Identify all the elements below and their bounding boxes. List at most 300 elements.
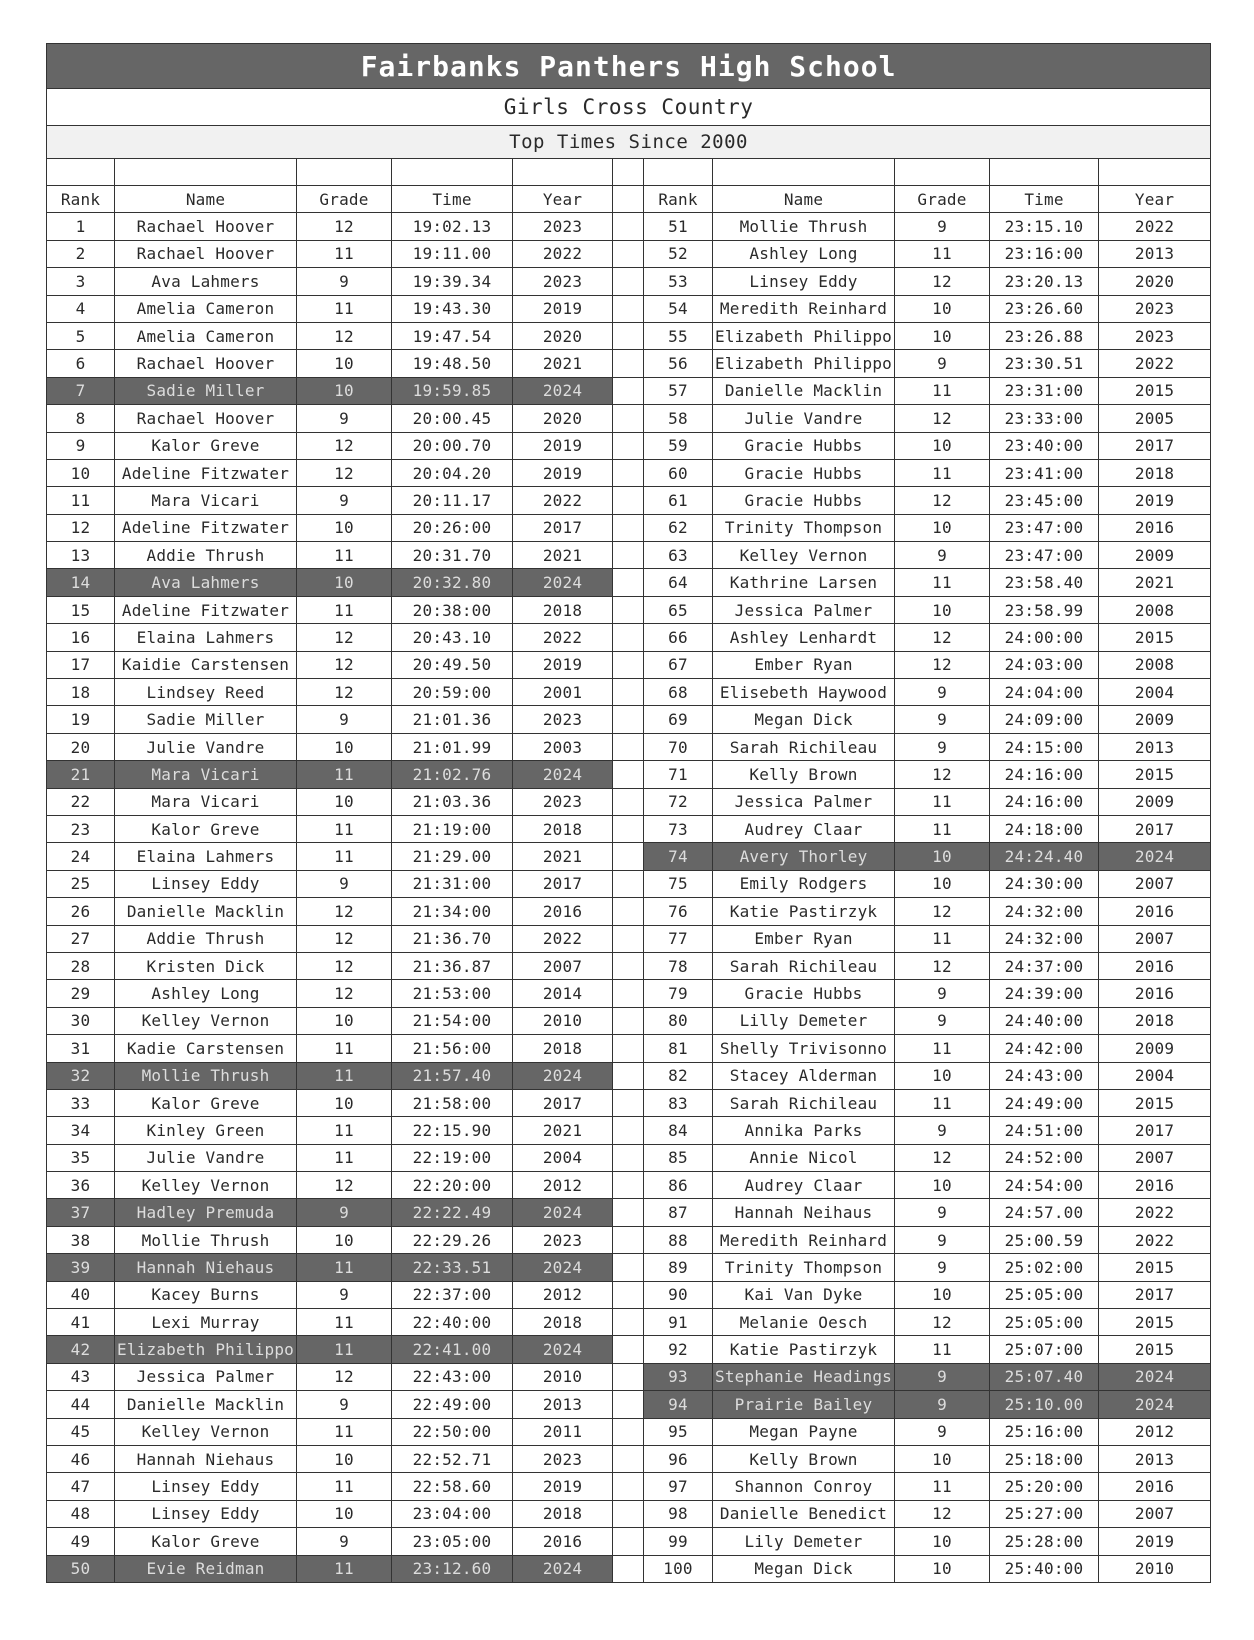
cell-rank: 75 [644, 870, 713, 897]
cell-year: 2020 [513, 405, 613, 432]
column-gap [613, 1391, 644, 1418]
cell-rank: 4 [47, 295, 115, 322]
column-gap [613, 1473, 644, 1500]
cell-rank: 68 [644, 679, 713, 706]
table-row [47, 1309, 1211, 1336]
cell-name: Lexi Murray [115, 1309, 297, 1336]
cell-time: 20:31.70 [392, 542, 513, 569]
column-gap [613, 377, 644, 404]
column-gap [613, 1117, 644, 1144]
cell-time: 22:49:00 [392, 1391, 513, 1418]
cell-grade: 12 [895, 1500, 990, 1527]
cell-rank: 44 [47, 1391, 115, 1418]
cell-year: 2021 [1099, 569, 1211, 596]
cell-year: 2016 [1099, 980, 1211, 1007]
table-row [47, 1254, 1211, 1281]
cell-name: Danielle Benedict [713, 1500, 895, 1527]
cell-rank: 31 [47, 1035, 115, 1062]
column-gap [613, 213, 644, 240]
table-row [47, 1089, 1211, 1116]
cell-name: Prairie Bailey [713, 1391, 895, 1418]
cell-name: Hannah Neihaus [713, 1199, 895, 1226]
cell-time: 19:47.54 [392, 322, 513, 349]
cell-year: 2015 [1099, 1336, 1211, 1363]
cell-time: 24:40:00 [990, 1007, 1099, 1034]
cell-grade: 10 [895, 596, 990, 623]
cell-grade: 9 [895, 1199, 990, 1226]
cell-name: Julie Vandre [115, 733, 297, 760]
cell-rank: 23 [47, 815, 115, 842]
cell-year: 2024 [513, 1062, 613, 1089]
cell-rank: 40 [47, 1281, 115, 1308]
cell-name: Sarah Richileau [713, 952, 895, 979]
cell-rank: 12 [47, 514, 115, 541]
cell-name: Elizabeth Philippo [115, 1336, 297, 1363]
cell-name: Trinity Thompson [713, 1254, 895, 1281]
column-gap [613, 487, 644, 514]
cell-grade: 10 [895, 1172, 990, 1199]
cell-name: Mollie Thrush [115, 1062, 297, 1089]
cell-rank: 7 [47, 377, 115, 404]
table-row [47, 1363, 1211, 1390]
cell-grade: 11 [297, 761, 392, 788]
cell-name: Kelley Vernon [115, 1007, 297, 1034]
cell-name: Ember Ryan [713, 651, 895, 678]
cell-rank: 33 [47, 1089, 115, 1116]
cell-year: 2023 [513, 788, 613, 815]
cell-year: 2003 [513, 733, 613, 760]
cell-year: 2023 [513, 706, 613, 733]
cell-rank: 90 [644, 1281, 713, 1308]
column-gap [613, 1336, 644, 1363]
cell-name: Trinity Thompson [713, 514, 895, 541]
cell-name: Rachael Hoover [115, 405, 297, 432]
cell-name: Lily Demeter [713, 1528, 895, 1555]
cell-year: 2016 [1099, 1172, 1211, 1199]
cell-time: 21:29.00 [392, 843, 513, 870]
cell-rank: 45 [47, 1418, 115, 1445]
column-gap [613, 322, 644, 349]
table-row [47, 1473, 1211, 1500]
cell-grade: 10 [895, 432, 990, 459]
cell-name: Kadie Carstensen [115, 1035, 297, 1062]
cell-name: Kelly Brown [713, 761, 895, 788]
cell-name: Mollie Thrush [115, 1226, 297, 1253]
cell-year: 2018 [1099, 459, 1211, 486]
cell-grade: 11 [895, 788, 990, 815]
header-time: Time [990, 186, 1099, 213]
cell-grade: 11 [297, 1062, 392, 1089]
cell-grade: 9 [895, 213, 990, 240]
records-sheet [46, 43, 1210, 1583]
cell-time: 22:19:00 [392, 1144, 513, 1171]
cell-name: Evie Reidman [115, 1555, 297, 1582]
cell-time: 20:00.70 [392, 432, 513, 459]
cell-grade: 9 [895, 679, 990, 706]
cell-rank: 13 [47, 542, 115, 569]
cell-rank: 38 [47, 1226, 115, 1253]
cell-year: 2015 [1099, 1089, 1211, 1116]
cell-name: Stephanie Headings [713, 1363, 895, 1390]
cell-time: 24:04:00 [990, 679, 1099, 706]
cell-name: Danielle Macklin [713, 377, 895, 404]
cell-year: 2018 [513, 1309, 613, 1336]
cell-rank: 88 [644, 1226, 713, 1253]
table-row [47, 1391, 1211, 1418]
cell-rank: 62 [644, 514, 713, 541]
cell-year: 2019 [513, 295, 613, 322]
cell-rank: 34 [47, 1117, 115, 1144]
cell-time: 21:36.87 [392, 952, 513, 979]
cell-year: 2024 [513, 1199, 613, 1226]
cell-year: 2012 [1099, 1418, 1211, 1445]
cell-time: 24:42:00 [990, 1035, 1099, 1062]
cell-grade: 12 [297, 1172, 392, 1199]
table-row [47, 295, 1211, 322]
cell-time: 25:20:00 [990, 1473, 1099, 1500]
cell-name: Kalor Greve [115, 432, 297, 459]
header-year: Year [513, 186, 613, 213]
cell-rank: 28 [47, 952, 115, 979]
cell-rank: 60 [644, 459, 713, 486]
cell-time: 25:02:00 [990, 1254, 1099, 1281]
column-gap [613, 761, 644, 788]
cell-name: Annie Nicol [713, 1144, 895, 1171]
table-row [47, 1144, 1211, 1171]
cell-rank: 39 [47, 1254, 115, 1281]
cell-grade: 12 [297, 624, 392, 651]
cell-grade: 10 [297, 377, 392, 404]
cell-rank: 61 [644, 487, 713, 514]
cell-time: 21:01.99 [392, 733, 513, 760]
cell-rank: 91 [644, 1309, 713, 1336]
cell-name: Rachael Hoover [115, 213, 297, 240]
cell-time: 23:47:00 [990, 542, 1099, 569]
cell-year: 2023 [513, 268, 613, 295]
cell-year: 2013 [1099, 240, 1211, 267]
cell-rank: 73 [644, 815, 713, 842]
cell-year: 2017 [513, 1089, 613, 1116]
cell-time: 24:16:00 [990, 761, 1099, 788]
cell-grade: 9 [895, 350, 990, 377]
cell-grade: 9 [895, 542, 990, 569]
cell-rank: 49 [47, 1528, 115, 1555]
cell-rank: 66 [644, 624, 713, 651]
cell-rank: 83 [644, 1089, 713, 1116]
cell-rank: 59 [644, 432, 713, 459]
cell-time: 22:40:00 [392, 1309, 513, 1336]
table-row [47, 542, 1211, 569]
table-row [47, 651, 1211, 678]
cell-year: 2016 [1099, 952, 1211, 979]
cell-rank: 93 [644, 1363, 713, 1390]
cell-grade: 11 [895, 815, 990, 842]
column-gap [613, 514, 644, 541]
column-gap [613, 596, 644, 623]
cell-time: 24:16:00 [990, 788, 1099, 815]
cell-year: 2023 [1099, 295, 1211, 322]
column-gap [613, 1089, 644, 1116]
cell-grade: 10 [297, 1226, 392, 1253]
cell-time: 23:04:00 [392, 1500, 513, 1527]
cell-time: 24:30:00 [990, 870, 1099, 897]
cell-name: Shelly Trivisonno [713, 1035, 895, 1062]
cell-year: 2024 [1099, 1363, 1211, 1390]
cell-time: 25:16:00 [990, 1418, 1099, 1445]
cell-grade: 11 [895, 240, 990, 267]
table-row [47, 569, 1211, 596]
cell-name: Sadie Miller [115, 377, 297, 404]
cell-year: 2008 [1099, 651, 1211, 678]
column-gap [613, 1418, 644, 1445]
cell-time: 21:19:00 [392, 815, 513, 842]
cell-grade: 11 [895, 459, 990, 486]
cell-time: 24:32:00 [990, 898, 1099, 925]
cell-time: 21:54:00 [392, 1007, 513, 1034]
column-gap [613, 1172, 644, 1199]
table-row [47, 514, 1211, 541]
cell-rank: 94 [644, 1391, 713, 1418]
cell-name: Mara Vicari [115, 487, 297, 514]
cell-year: 2022 [1099, 1226, 1211, 1253]
cell-time: 22:15.90 [392, 1117, 513, 1144]
cell-rank: 63 [644, 542, 713, 569]
cell-grade: 9 [895, 1226, 990, 1253]
cell-year: 2004 [1099, 1062, 1211, 1089]
cell-grade: 11 [895, 925, 990, 952]
cell-grade: 12 [297, 651, 392, 678]
table-row [47, 761, 1211, 788]
column-gap [613, 240, 644, 267]
table-row [47, 432, 1211, 459]
cell-grade: 12 [895, 405, 990, 432]
column-gap [613, 1281, 644, 1308]
table-row [47, 322, 1211, 349]
table-row [47, 1199, 1211, 1226]
column-gap [613, 952, 644, 979]
cell-rank: 71 [644, 761, 713, 788]
cell-name: Ava Lahmers [115, 569, 297, 596]
cell-rank: 3 [47, 268, 115, 295]
table-row [47, 377, 1211, 404]
cell-time: 21:58:00 [392, 1089, 513, 1116]
cell-time: 19:11.00 [392, 240, 513, 267]
cell-rank: 47 [47, 1473, 115, 1500]
cell-name: Rachael Hoover [115, 350, 297, 377]
table-row [47, 350, 1211, 377]
cell-time: 25:07.40 [990, 1363, 1099, 1390]
column-gap [613, 1500, 644, 1527]
cell-name: Kalor Greve [115, 1528, 297, 1555]
cell-rank: 87 [644, 1199, 713, 1226]
cell-year: 2021 [513, 350, 613, 377]
cell-rank: 54 [644, 295, 713, 322]
table-row [47, 1035, 1211, 1062]
cell-name: Julie Vandre [713, 405, 895, 432]
cell-grade: 11 [297, 542, 392, 569]
cell-rank: 15 [47, 596, 115, 623]
cell-rank: 95 [644, 1418, 713, 1445]
cell-year: 2004 [513, 1144, 613, 1171]
cell-rank: 25 [47, 870, 115, 897]
table-row [47, 596, 1211, 623]
table-row [47, 815, 1211, 842]
cell-rank: 5 [47, 322, 115, 349]
cell-grade: 12 [895, 268, 990, 295]
cell-grade: 12 [895, 487, 990, 514]
cell-name: Linsey Eddy [713, 268, 895, 295]
cell-name: Addie Thrush [115, 542, 297, 569]
cell-name: Kelley Vernon [115, 1418, 297, 1445]
cell-name: Audrey Claar [713, 815, 895, 842]
cell-grade: 10 [297, 1007, 392, 1034]
cell-year: 2018 [513, 1500, 613, 1527]
cell-year: 2021 [513, 542, 613, 569]
cell-year: 2015 [1099, 761, 1211, 788]
cell-rank: 16 [47, 624, 115, 651]
column-gap [613, 295, 644, 322]
cell-time: 20:38:00 [392, 596, 513, 623]
cell-year: 2007 [1099, 1144, 1211, 1171]
column-gap [613, 1555, 644, 1582]
column-gap [613, 980, 644, 1007]
cell-time: 20:32.80 [392, 569, 513, 596]
column-gap [613, 706, 644, 733]
column-gap [613, 432, 644, 459]
cell-grade: 11 [297, 1555, 392, 1582]
cell-grade: 11 [297, 1418, 392, 1445]
column-gap [613, 843, 644, 870]
header-rank: Rank [47, 186, 115, 213]
cell-name: Megan Dick [713, 706, 895, 733]
cell-rank: 84 [644, 1117, 713, 1144]
cell-year: 2016 [513, 1528, 613, 1555]
cell-name: Danielle Macklin [115, 898, 297, 925]
cell-grade: 12 [297, 1363, 392, 1390]
table-row [47, 459, 1211, 486]
cell-year: 2007 [1099, 870, 1211, 897]
cell-rank: 9 [47, 432, 115, 459]
cell-rank: 85 [644, 1144, 713, 1171]
column-gap [613, 1035, 644, 1062]
cell-year: 2014 [513, 980, 613, 1007]
cell-time: 22:50:00 [392, 1418, 513, 1445]
cell-time: 19:02.13 [392, 213, 513, 240]
cell-name: Ember Ryan [713, 925, 895, 952]
column-gap [613, 898, 644, 925]
table-row [47, 706, 1211, 733]
cell-grade: 12 [895, 651, 990, 678]
cell-rank: 69 [644, 706, 713, 733]
cell-rank: 57 [644, 377, 713, 404]
cell-grade: 9 [895, 733, 990, 760]
cell-grade: 11 [895, 377, 990, 404]
cell-name: Kathrine Larsen [713, 569, 895, 596]
table-row [47, 733, 1211, 760]
cell-rank: 96 [644, 1445, 713, 1472]
cell-rank: 50 [47, 1555, 115, 1582]
cell-name: Gracie Hubbs [713, 459, 895, 486]
cell-year: 2009 [1099, 542, 1211, 569]
cell-grade: 10 [297, 1089, 392, 1116]
table-row [47, 788, 1211, 815]
cell-time: 20:00.45 [392, 405, 513, 432]
cell-time: 23:33:00 [990, 405, 1099, 432]
table-row [47, 405, 1211, 432]
table-row [47, 1172, 1211, 1199]
cell-name: Katie Pastirzyk [713, 1336, 895, 1363]
cell-time: 23:31:00 [990, 377, 1099, 404]
cell-time: 23:41:00 [990, 459, 1099, 486]
cell-grade: 12 [895, 761, 990, 788]
header-year: Year [1099, 186, 1211, 213]
cell-name: Ashley Long [713, 240, 895, 267]
cell-grade: 10 [895, 514, 990, 541]
cell-year: 2012 [513, 1281, 613, 1308]
cell-name: Sarah Richileau [713, 733, 895, 760]
cell-time: 24:39:00 [990, 980, 1099, 1007]
header-rank: Rank [644, 186, 713, 213]
cell-time: 20:49.50 [392, 651, 513, 678]
cell-year: 2009 [1099, 788, 1211, 815]
cell-name: Danielle Macklin [115, 1391, 297, 1418]
cell-rank: 18 [47, 679, 115, 706]
column-gap [613, 651, 644, 678]
cell-grade: 11 [895, 1089, 990, 1116]
cell-name: Ava Lahmers [115, 268, 297, 295]
cell-rank: 10 [47, 459, 115, 486]
table-row [47, 487, 1211, 514]
cell-year: 2007 [1099, 925, 1211, 952]
cell-time: 24:57.00 [990, 1199, 1099, 1226]
cell-time: 23:05:00 [392, 1528, 513, 1555]
cell-grade: 12 [895, 624, 990, 651]
cell-year: 2016 [1099, 514, 1211, 541]
cell-time: 22:58.60 [392, 1473, 513, 1500]
column-gap [613, 1309, 644, 1336]
cell-time: 23:12.60 [392, 1555, 513, 1582]
cell-time: 24:43:00 [990, 1062, 1099, 1089]
cell-time: 24:09:00 [990, 706, 1099, 733]
cell-year: 2023 [513, 1445, 613, 1472]
cell-year: 2017 [1099, 432, 1211, 459]
cell-grade: 10 [895, 870, 990, 897]
column-gap [613, 925, 644, 952]
column-gap [613, 1226, 644, 1253]
blank-row [47, 159, 1211, 186]
cell-year: 2010 [1099, 1555, 1211, 1582]
cell-grade: 9 [895, 1117, 990, 1144]
cell-name: Melanie Oesch [713, 1309, 895, 1336]
cell-year: 2024 [513, 1555, 613, 1582]
cell-year: 2018 [1099, 1007, 1211, 1034]
cell-time: 24:52:00 [990, 1144, 1099, 1171]
cell-rank: 30 [47, 1007, 115, 1034]
cell-time: 21:57.40 [392, 1062, 513, 1089]
cell-grade: 10 [895, 843, 990, 870]
cell-rank: 35 [47, 1144, 115, 1171]
cell-name: Meredith Reinhard [713, 1226, 895, 1253]
cell-time: 21:02.76 [392, 761, 513, 788]
column-gap [613, 405, 644, 432]
cell-rank: 67 [644, 651, 713, 678]
cell-rank: 76 [644, 898, 713, 925]
cell-year: 2016 [1099, 1473, 1211, 1500]
cell-rank: 56 [644, 350, 713, 377]
cell-name: Megan Dick [713, 1555, 895, 1582]
column-gap [613, 268, 644, 295]
cell-time: 25:27:00 [990, 1500, 1099, 1527]
